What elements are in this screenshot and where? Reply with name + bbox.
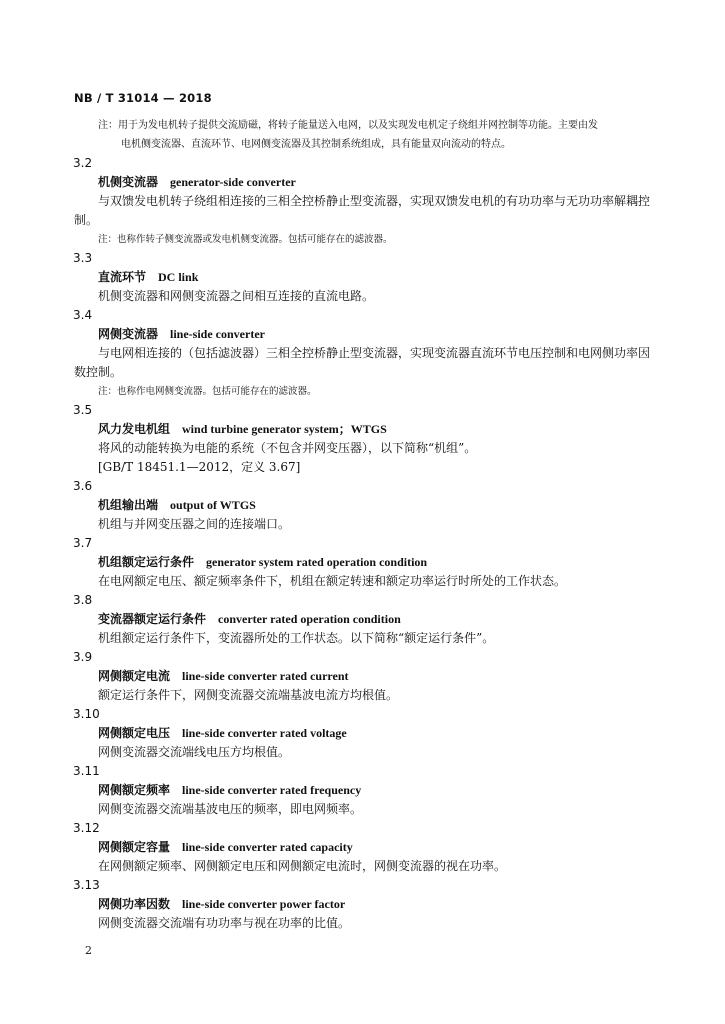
term-number: 3.8 xyxy=(73,593,93,607)
term-english-name: wind turbine generator system；WTGS xyxy=(182,422,387,436)
term-entry xyxy=(74,819,654,876)
term-number: 3.3 xyxy=(73,251,93,265)
term-number: 3.4 xyxy=(73,308,93,322)
term-title xyxy=(74,268,654,287)
term-chinese-name: 直流环节 xyxy=(98,270,147,284)
term-note: 注：也称作转子侧变流器或发电机侧变流器。包括可能存在的滤波器。 xyxy=(98,234,393,245)
term-definition: 机侧变流器和网侧变流器之间相互连接的直流电路。 xyxy=(98,289,375,303)
term-source-reference: [GB/T 18451.1—2012，定义 3.67] xyxy=(98,460,301,474)
term-chinese-name: 机组输出端 xyxy=(98,498,159,512)
term-entry xyxy=(74,306,654,401)
term-chinese-name: 机侧变流器 xyxy=(98,175,159,189)
note-line-1: 注：用于为发电机转子提供交流励磁，将转子能量送入电网，以及实现发电机定子绕组并网控制等功能。主要由发 xyxy=(98,120,598,131)
term-number: 3.10 xyxy=(73,707,100,721)
term-definition: 在网侧额定频率、网侧额定电压和网侧额定电流时，网侧变流器的视在功率。 xyxy=(98,859,507,873)
term-definition: 网侧变流器交流端有功功率与视在功率的比值。 xyxy=(98,916,351,930)
term-number: 3.11 xyxy=(73,764,100,778)
term-definition: 与电网相连接的（包括滤波器）三相全控桥静止型变流器，实现变流器直流环节电压控制和电网侧功率因数控制。 xyxy=(74,346,651,379)
term-definition: 在电网额定电压、额定频率条件下，机组在额定转速和额定功率运行时所处的工作状态。 xyxy=(98,574,567,588)
term-number: 3.2 xyxy=(73,156,93,170)
term-entry xyxy=(74,249,654,306)
term-chinese-name: 网侧功率因数 xyxy=(98,897,171,911)
term-entry xyxy=(74,591,654,648)
term-definition: 机组与并网变压器之间的连接端口。 xyxy=(98,517,291,531)
term-chinese-name: 网侧额定容量 xyxy=(98,840,171,854)
term-title xyxy=(74,496,654,515)
term-definition: 机组额定运行条件下，变流器所处的工作状态。以下简称“额定运行条件”。 xyxy=(98,631,495,645)
term-chinese-name: 机组额定运行条件 xyxy=(98,555,195,569)
term-title xyxy=(74,325,654,344)
term-entry xyxy=(74,648,654,705)
term-number: 3.7 xyxy=(73,536,93,550)
term-title xyxy=(74,610,654,629)
term-english-name: generator-side converter xyxy=(170,175,296,189)
page-body xyxy=(74,116,654,933)
term-english-name: DC link xyxy=(158,270,199,284)
term-chinese-name: 网侧变流器 xyxy=(98,327,159,341)
term-chinese-name: 网侧额定电流 xyxy=(98,669,171,683)
term-title xyxy=(74,895,654,914)
term-definition: 与双馈发电机转子绕组相连接的三相全控桥静止型变流器，实现双馈发电机的有功功率与无功功率解耦控制。 xyxy=(74,194,651,227)
term-english-name: line-side converter power factor xyxy=(182,897,346,911)
term-english-name: line-side converter rated current xyxy=(182,669,349,683)
term-chinese-name: 网侧额定频率 xyxy=(98,783,171,797)
term-entry xyxy=(74,762,654,819)
term-english-name: generator system rated operation condition xyxy=(206,555,428,569)
term-english-name: line-side converter xyxy=(170,327,265,341)
term-entry xyxy=(74,477,654,534)
term-definition: 额定运行条件下，网侧变流器交流端基波电流方均根值。 xyxy=(98,688,399,702)
term-title xyxy=(74,667,654,686)
term-title xyxy=(74,838,654,857)
term-number: 3.5 xyxy=(73,403,93,417)
term-entry xyxy=(74,705,654,762)
term-chinese-name: 风力发电机组 xyxy=(98,422,171,436)
term-english-name: line-side converter rated frequency xyxy=(182,783,362,797)
term-number: 3.13 xyxy=(73,878,100,892)
term-number: 3.6 xyxy=(73,479,93,493)
term-definition: 网侧变流器交流端线电压方均根值。 xyxy=(98,745,291,759)
term-english-name: output of WTGS xyxy=(170,498,256,512)
note-line-2: 电机侧变流器、直流环节、电网侧变流器及其控制系统组成，具有能量双向流动的特点。 xyxy=(121,139,511,150)
continued-note xyxy=(74,116,654,154)
term-title xyxy=(74,781,654,800)
term-title xyxy=(74,173,654,192)
term-definition: 网侧变流器交流端基波电压的频率，即电网频率。 xyxy=(98,802,363,816)
term-note: 注：也称作电网侧变流器。包括可能存在的滤波器。 xyxy=(98,386,317,397)
term-entry xyxy=(74,154,654,249)
terms-list xyxy=(74,154,654,933)
term-entry xyxy=(74,876,654,933)
term-english-name: converter rated operation condition xyxy=(218,612,401,626)
term-chinese-name: 网侧额定电压 xyxy=(98,726,171,740)
term-title xyxy=(74,420,654,439)
term-entry xyxy=(74,534,654,591)
term-english-name: line-side converter rated capacity xyxy=(182,840,353,854)
page-number: 2 xyxy=(85,944,92,957)
term-title xyxy=(74,724,654,743)
document-header: NB / T 31014 — 2018 xyxy=(74,91,212,105)
term-entry xyxy=(74,401,654,477)
term-number: 3.9 xyxy=(73,650,93,664)
term-number: 3.12 xyxy=(73,821,100,835)
term-title xyxy=(74,553,654,572)
term-english-name: line-side converter rated voltage xyxy=(182,726,347,740)
term-chinese-name: 变流器额定运行条件 xyxy=(98,612,207,626)
term-definition: 将风的动能转换为电能的系统（不包含并网变压器），以下简称“机组”。 xyxy=(98,441,477,455)
